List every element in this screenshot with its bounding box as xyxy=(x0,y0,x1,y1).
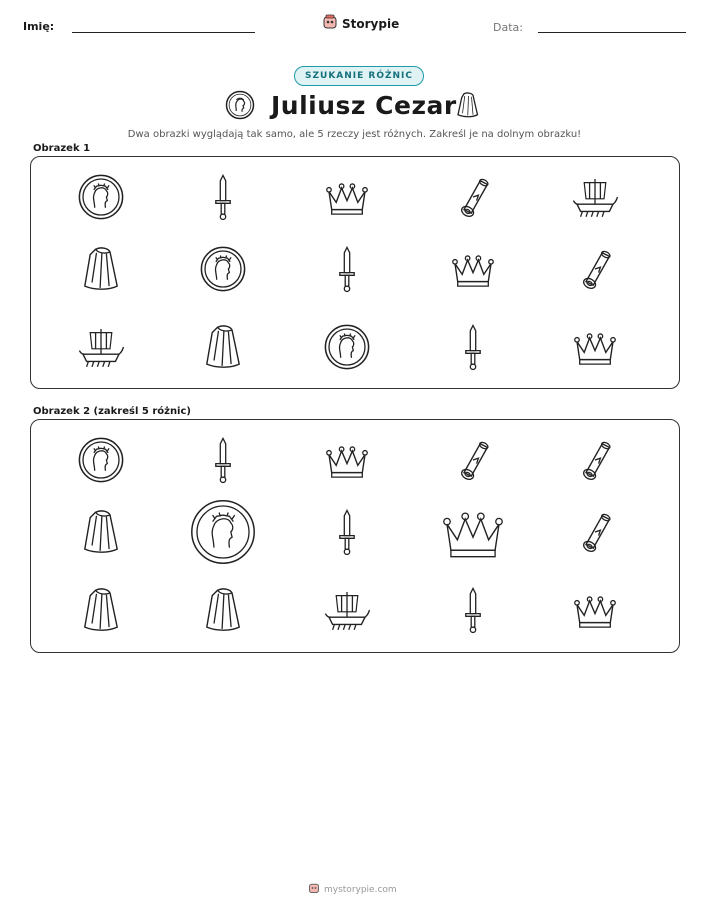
crown-icon[interactable] xyxy=(434,493,512,571)
picture1-panel xyxy=(30,156,680,389)
sword-icon[interactable] xyxy=(196,433,250,487)
activity-badge: SZUKANIE RÓŻNIC xyxy=(294,66,424,86)
picture2-panel[interactable] xyxy=(30,419,680,653)
scroll-icon xyxy=(568,242,622,296)
crown-icon xyxy=(320,170,374,224)
cloak-icon[interactable] xyxy=(74,583,128,637)
sword-icon[interactable] xyxy=(446,583,500,637)
picture2-label: Obrazek 2 (zakreśl 5 różnic) xyxy=(33,406,191,417)
sword-icon xyxy=(320,242,374,296)
crown-icon xyxy=(568,320,622,374)
footer xyxy=(308,882,397,897)
crown-icon[interactable] xyxy=(320,433,374,487)
sword-icon[interactable] xyxy=(320,505,374,559)
sword-icon xyxy=(196,170,250,224)
ship-icon xyxy=(568,170,622,224)
cloak-icon xyxy=(74,242,128,296)
coin-icon xyxy=(320,320,374,374)
storypie-logo-icon xyxy=(322,14,338,33)
scroll-icon[interactable] xyxy=(446,433,500,487)
name-label: Imię: xyxy=(23,20,55,33)
scroll-icon[interactable] xyxy=(568,433,622,487)
cloak-icon[interactable] xyxy=(196,583,250,637)
instructions: Dwa obrazki wyglądają tak samo, ale 5 rzeczy jest różnych. Zakreśl je na dolnym obrazku! xyxy=(127,129,582,140)
name-line[interactable] xyxy=(72,32,255,33)
crown-icon[interactable] xyxy=(568,583,622,637)
scroll-icon xyxy=(446,170,500,224)
sword-icon xyxy=(446,320,500,374)
page-title: Juliusz Cezar xyxy=(271,91,457,120)
ship-icon xyxy=(74,320,128,374)
coin-icon xyxy=(225,90,255,120)
coin-icon[interactable] xyxy=(74,433,128,487)
coin-icon xyxy=(74,170,128,224)
date-label: Data: xyxy=(493,21,523,34)
coin-icon[interactable] xyxy=(184,493,262,571)
cloak-icon xyxy=(196,320,250,374)
cloak-icon xyxy=(452,90,482,120)
date-line[interactable] xyxy=(538,32,686,33)
brand-logo xyxy=(322,14,399,33)
scroll-icon[interactable] xyxy=(568,505,622,559)
brand-name: Storypie xyxy=(342,16,400,31)
ship-icon[interactable] xyxy=(320,583,374,637)
storypie-logo-icon xyxy=(308,882,320,897)
footer-site: mystorypie.com xyxy=(324,884,397,895)
coin-icon xyxy=(196,242,250,296)
picture1-label: Obrazek 1 xyxy=(33,143,91,154)
cloak-icon[interactable] xyxy=(74,505,128,559)
crown-icon xyxy=(446,242,500,296)
